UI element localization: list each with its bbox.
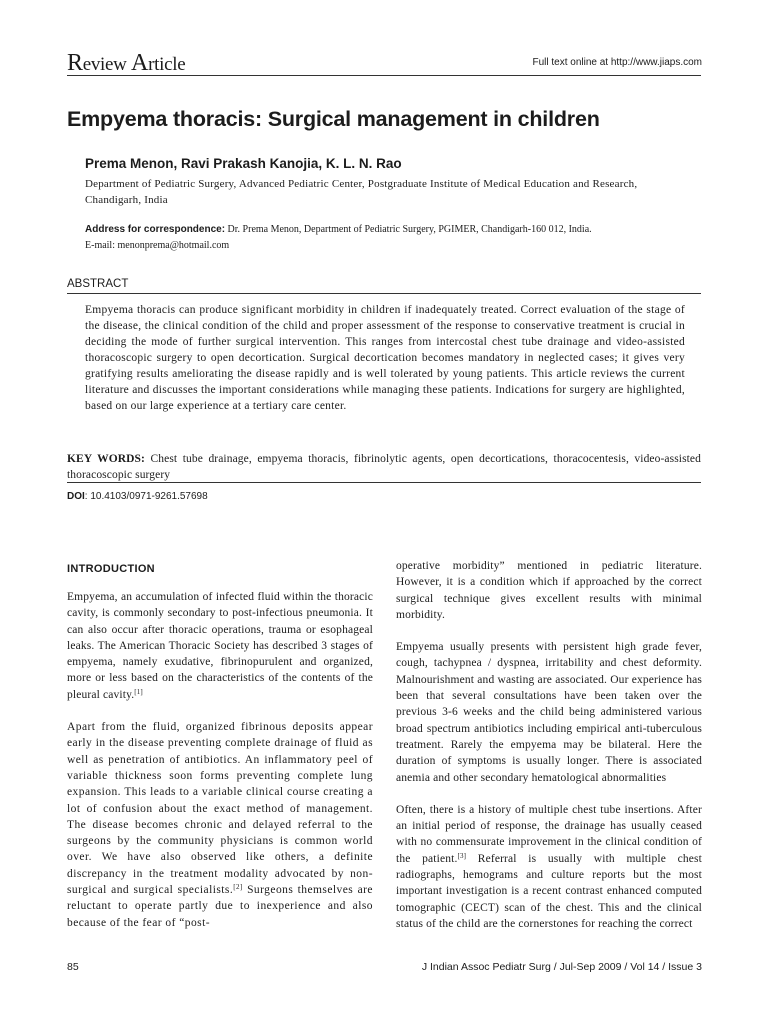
header-divider (67, 75, 701, 76)
intro-paragraph-2-tail: Surgeons themselves are reluctant to operate partly due to inexperience and also because of the fear of “post- (67, 884, 373, 929)
article-type-review-rest: eview (82, 54, 132, 75)
introduction-heading: INTRODUCTION (67, 563, 155, 575)
intro-paragraph-5-tail: Referral is usually with multiple chest radiographs, hemograms and culture reports but the most important investigation is a recent contrast enhanced computed tomographic (CECT) scan of the chest. This and the clinical status of the child are the cornerstones for reaching the correct (396, 852, 702, 930)
keywords-divider (67, 482, 701, 483)
full-text-link[interactable]: Full text online at http://www.jiaps.com (532, 57, 702, 68)
keywords-text: Chest tube drainage, empyema thoracis, fibrinolytic agents, open decortications, thoracocentesis, video-assisted thoracoscopic surgery (67, 453, 701, 481)
abstract-divider (67, 293, 701, 294)
doi-value[interactable]: : 10.4103/0971-9261.57698 (84, 491, 208, 502)
left-column (67, 589, 373, 947)
article-type-initial-a: A (131, 50, 149, 76)
intro-paragraph-1-text: Empyema, an accumulation of infected fluid within the thoracic cavity, is commonly secondary to post-infectious pneumonia. It can also occur after thoracic operations, trauma or esophageal leaks. The American Thoracic Society has described 3 stages of empyema, namely exudative, fibrinopurulent and organized, more or less based on the characteristics of the contents of the pleural cavity. (67, 591, 373, 701)
keywords-label: KEY WORDS: (67, 453, 145, 465)
article-type-article-rest: rticle (148, 54, 186, 75)
page-number: 85 (67, 961, 79, 973)
article-title: Empyema thoracis: Surgical management in children (67, 107, 600, 131)
abstract-text: Empyema thoracis can produce significant morbidity in children if inadequately treated. Correct evaluation of the stage of the disease, the clinical condition of the child and proper assessment of the response to conservative treatment is crucial in deciding the mode of further surgical intervention. This ranges from intercostal chest tube drainage and video-assisted thoracoscopic surgery to open decortication. Surgical decortication becomes mandatory in neglected cases; it gives very gratifying results ameliorating the disease rapidly and is well tolerated by young patients. This article reviews the current literature and discusses the important considerations while managing these patients. Indications for surgery are highlighted, based on our large experience at a tertiary care center. (85, 304, 685, 412)
correspondence-text: Dr. Prema Menon, Department of Pediatric Surgery, PGIMER, Chandigarh-160 012, India. (225, 224, 592, 235)
intro-paragraph-4: Empyema usually presents with persistent high grade fever, cough, tachypnea / dyspnea, irritability and chest deformity. Malnourishment and wasting are associated. Our experience has been that several consultations have been taken over the previous 3-6 weeks and the child being administered various broad spectrum antibiotics including empirical anti-tuberculous treatment. Rarely the empyema may be bilateral. Here the duration of symptoms is usually longer. There is associated anemia and other secondary hematological abnormalities (396, 641, 702, 784)
doi-label: DOI (67, 491, 85, 502)
affiliation: Department of Pediatric Surgery, Advanced Pediatric Center, Postgraduate Institute of Medical Education and Research, Chandigarh, India (85, 178, 638, 206)
abstract-heading: ABSTRACT (67, 278, 129, 290)
journal-citation: J Indian Assoc Pediatr Surg / Jul-Sep 2009 / Vol 14 / Issue 3 (421, 961, 702, 973)
author-list: Prema Menon, Ravi Prakash Kanojia, K. L. N. Rao (85, 156, 402, 171)
citation-1[interactable]: [1] (134, 687, 143, 696)
doi (67, 491, 208, 502)
intro-paragraph-5-text: Often, there is a history of multiple chest tube insertions. After an initial period of response, the drainage has usually ceased with no commensurate improvement in the clinical condition of the patient. (396, 803, 702, 865)
citation-2[interactable]: [2] (233, 883, 243, 892)
correspondence-label: Address for correspondence: (85, 224, 226, 235)
correspondence-address (85, 222, 705, 254)
intro-paragraph-1 (67, 589, 373, 703)
intro-paragraph-2 (67, 719, 373, 931)
article-type-label (67, 50, 185, 77)
correspondence-email[interactable]: E-mail: menonprema@hotmail.com (85, 240, 230, 251)
intro-paragraph-2-text: Apart from the fluid, organized fibrinous deposits appear early in the disease preventing complete drainage of fluid as well as penetration of antibiotics. An inflammatory peel of variable thickness soon forms preventing complete lung expansion. This leads to a variable clinical course creating a lot of confusion about the exact method of management. The disease becomes chronic and delayed referral to the surgeons by the community physicians is common world over. We have also observed like others, a definite discrepancy in the treatment modality advocated by non-surgical and surgical specialists. (67, 721, 373, 897)
intro-paragraph-3: operative morbidity” mentioned in pediatric literature. However, it is a condition which if approached by the correct surgical technique gives excellent results with minimal morbidity. (396, 560, 702, 621)
article-type-initial-r: R (67, 50, 83, 76)
keywords (67, 451, 701, 483)
right-column (396, 558, 702, 948)
intro-paragraph-5 (396, 802, 702, 932)
citation-3[interactable]: [3] (457, 851, 467, 860)
